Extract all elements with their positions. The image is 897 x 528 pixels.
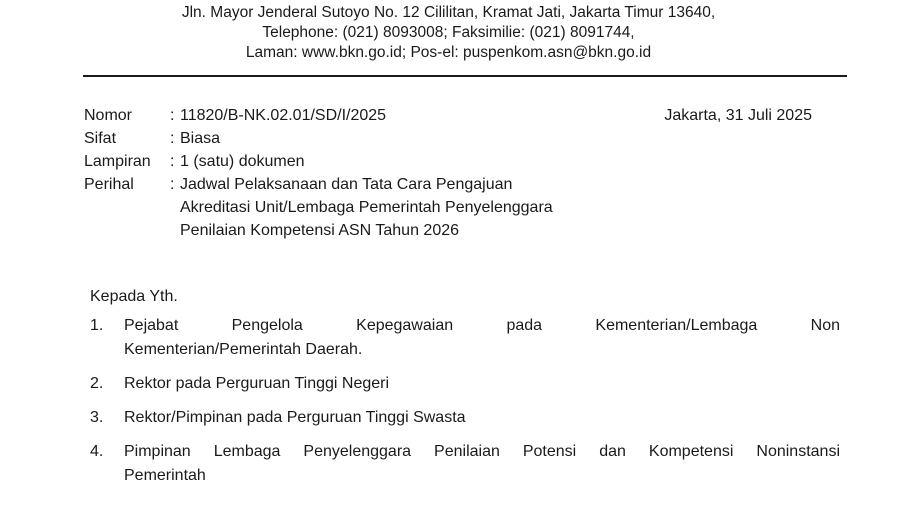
- letter-meta: [84, 104, 553, 242]
- list-item-line: Pimpinan Lembaga Penyelenggara Penilaian Potensi dan Kompetensi Noninstansi: [124, 443, 840, 460]
- list-item: [90, 314, 840, 362]
- attachment-value: 1 (satu) dokumen: [180, 153, 305, 170]
- nature-colon: :: [170, 130, 175, 147]
- letterhead: [0, 0, 897, 63]
- meta-attachment-row: [84, 150, 553, 173]
- number-colon: :: [170, 107, 175, 124]
- list-item-line: Pejabat Pengelola Kepegawaian pada Kementerian/Lembaga Non: [124, 317, 840, 334]
- attachment-label: Lampiran: [84, 153, 151, 170]
- list-item: [90, 406, 840, 430]
- letterhead-phone-fax: Telephone: (021) 8093008; Faksimilie: (021) 8091744,: [262, 24, 635, 41]
- subject-line-3: Penilaian Kompetensi ASN Tahun 2026: [180, 222, 460, 239]
- list-item: [90, 440, 840, 488]
- letterhead-web-email: Laman: www.bkn.go.id; Pos-el: puspenkom.asn@bkn.go.id: [245, 44, 652, 61]
- list-item-text: [124, 406, 840, 430]
- list-item-text: [124, 372, 840, 396]
- meta-number-row: [84, 104, 553, 127]
- place-date: Jakarta, 31 Juli 2025: [664, 107, 812, 124]
- list-item-line: Rektor pada Perguruan Tinggi Negeri: [124, 375, 390, 392]
- letterhead-divider: [83, 75, 847, 77]
- recipient-list: [90, 314, 840, 498]
- list-item-line: Rektor/Pimpinan pada Perguruan Tinggi Swasta: [124, 409, 466, 426]
- salutation: Kepada Yth.: [90, 288, 178, 305]
- meta-nature-row: [84, 127, 553, 150]
- nature-value: Biasa: [180, 130, 221, 147]
- list-item-line: Kementerian/Pemerintah Daerah.: [124, 341, 363, 358]
- list-item-number: 3.: [90, 409, 104, 426]
- subject-line-2: Akreditasi Unit/Lembaga Pemerintah Penyelenggara: [180, 199, 553, 216]
- number-label: Nomor: [84, 107, 133, 124]
- meta-subject-row: [84, 173, 553, 196]
- subject-colon: :: [170, 176, 175, 193]
- list-item-text: [124, 440, 840, 488]
- number-value: 11820/B-NK.02.01/SD/I/2025: [180, 107, 387, 124]
- attachment-colon: :: [170, 153, 175, 170]
- list-item-text: [124, 314, 840, 362]
- list-item-number: 4.: [90, 443, 104, 460]
- list-item-number: 1.: [90, 317, 104, 334]
- list-item: [90, 372, 840, 396]
- nature-label: Sifat: [84, 130, 117, 147]
- subject-label: Perihal: [84, 176, 134, 193]
- subject-line-1: Jadwal Pelaksanaan dan Tata Cara Pengajuan: [180, 176, 513, 193]
- list-item-line: Pemerintah: [124, 467, 206, 484]
- list-item-number: 2.: [90, 375, 104, 392]
- letterhead-address: Jln. Mayor Jenderal Sutoyo No. 12 Cililitan, Kramat Jati, Jakarta Timur 13640,: [181, 4, 716, 21]
